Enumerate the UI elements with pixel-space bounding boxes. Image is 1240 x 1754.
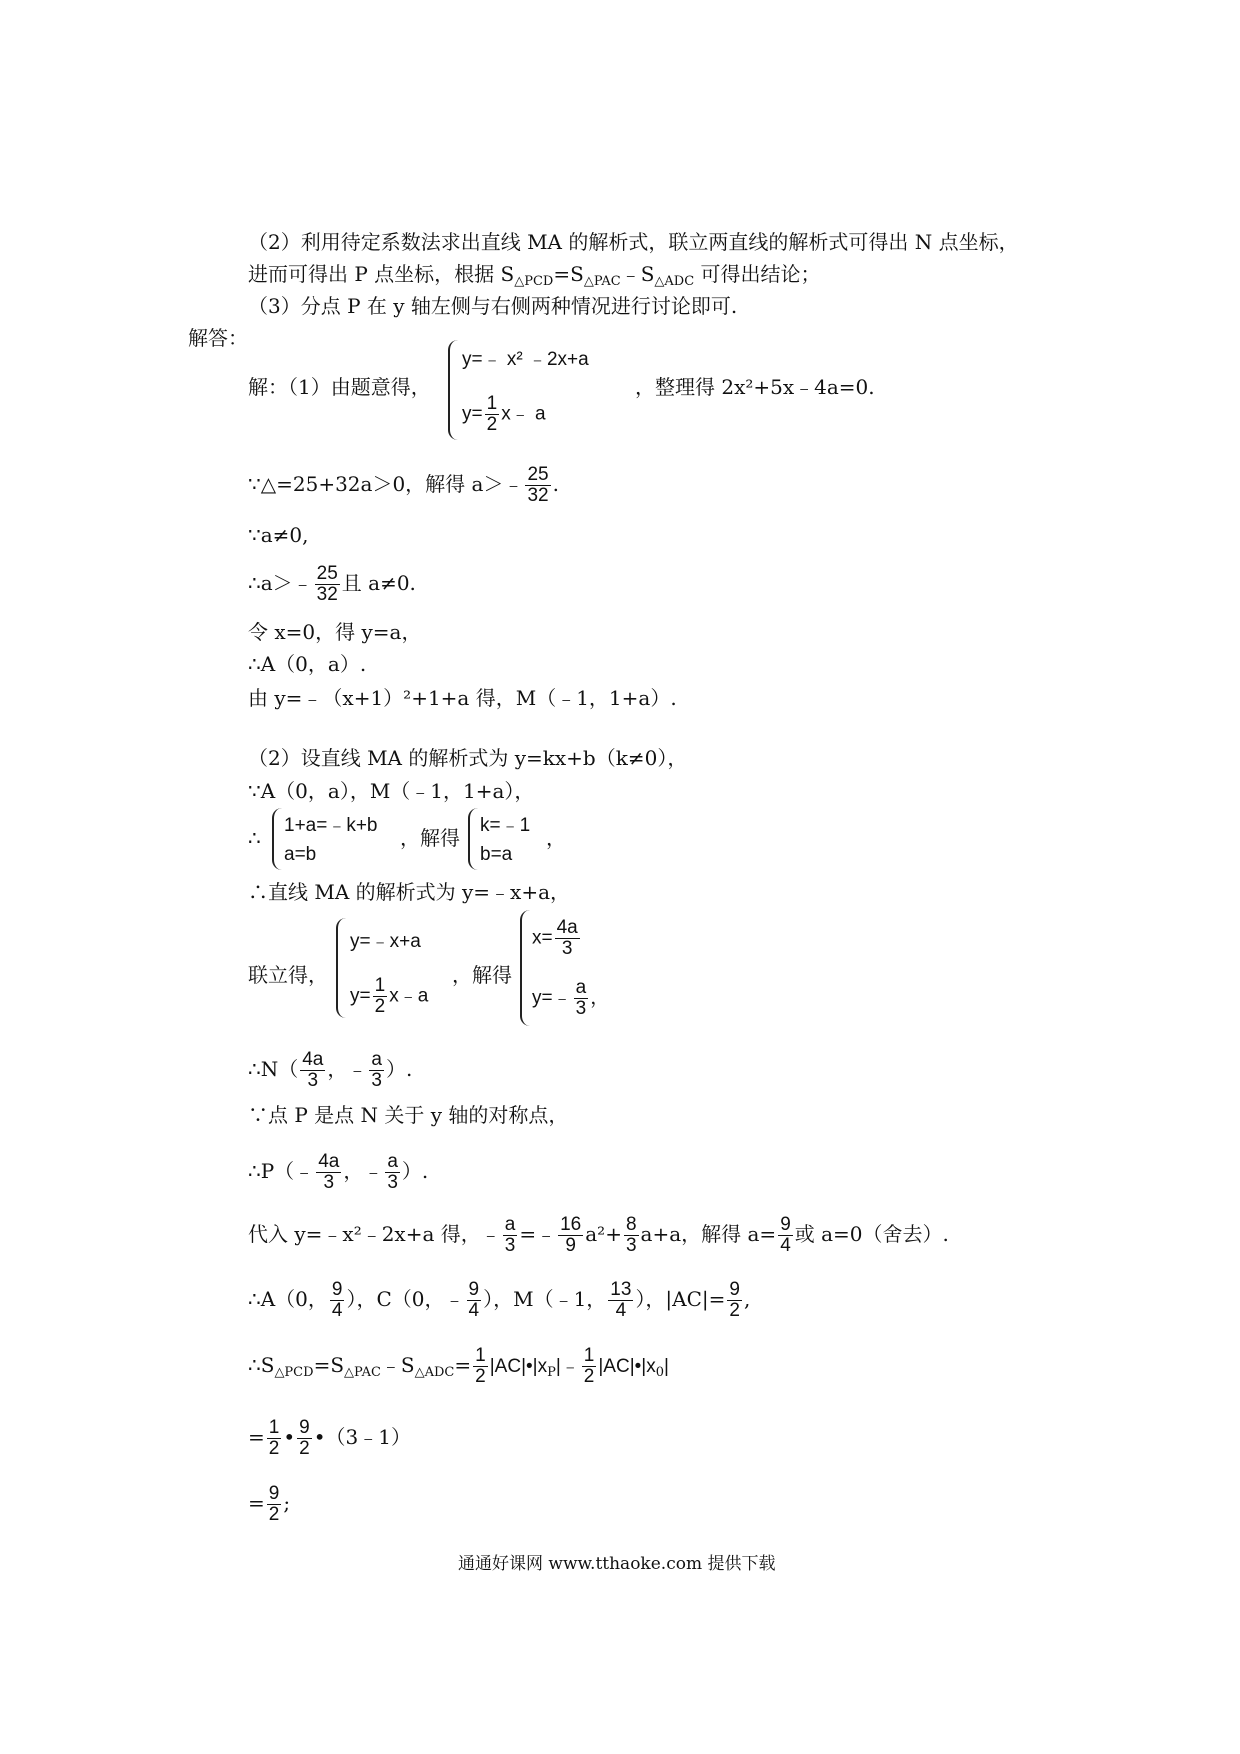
part1-result: ，整理得 2x²+5x﹣4a=0. [635,375,875,399]
text: |AC|•|x [489,1355,548,1377]
text: •（3﹣1） [313,1424,411,1449]
numerator: 4a [318,1151,340,1172]
denominator: 3 [575,997,587,1019]
denominator: 2 [268,1437,280,1459]
denominator: 3 [371,1069,382,1091]
text: =S [553,262,584,286]
text: ﹣S [620,262,655,286]
let-x0: 令 x=0，得 y=a， [248,620,422,644]
numerator: 9 [331,1279,343,1300]
subscript: △ADC [654,274,695,289]
numerator: a [504,1214,516,1235]
system-row: a=b [284,844,317,865]
system-row: y=﹣x+a [350,931,421,952]
text: 或 a=0（舍去）. [794,1221,949,1246]
subscript: 0 [655,1364,664,1380]
point-a: ∴A（0，a）. [248,652,367,676]
numerator: 1 [475,1345,486,1366]
part2-intro: （2）设直线 MA 的解析式为 y=kx+b（k≠0）， [248,746,688,770]
denominator: 2 [268,1503,280,1525]
denominator: 3 [625,1234,637,1256]
text: 代入 y=﹣x²﹣2x+a 得，﹣ [248,1221,501,1246]
text: =﹣ [519,1221,557,1246]
part1-intro: 解：（1）由题意得， [248,375,431,399]
text: |AC|•|x [598,1355,656,1377]
subscript: △PCD [514,274,554,289]
numerator: a [575,977,587,998]
text: • [283,1424,296,1449]
point-p [248,1152,428,1193]
denominator: 3 [387,1171,398,1193]
numerator: 9 [468,1279,480,1300]
analysis-line-3: （3）分点 P 在 y 轴左侧与右侧两种情况进行讨论即可. [248,294,738,318]
numerator: 1 [583,1345,595,1366]
text: ），M（﹣1， [483,1286,607,1311]
text: a²+ [585,1221,622,1246]
text: ，﹣ [327,1056,368,1081]
numerator: 13 [610,1279,632,1300]
text: = [248,1490,265,1515]
denominator: 3 [300,1070,325,1091]
denominator: 9 [558,1235,583,1256]
text: ），|AC|= [635,1286,726,1311]
system-row: b=a [480,844,513,865]
text: ; [283,1490,291,1515]
numerator: 9 [729,1279,740,1300]
text: ﹣S [380,1352,415,1377]
numerator: a [371,1049,382,1070]
numerator: 16 [560,1214,582,1235]
brace [336,918,348,1018]
subscript: △PAC [583,274,621,289]
numerator: 4a [302,1049,324,1070]
text: x﹣a [389,985,429,1007]
discriminant [248,465,559,506]
brace [448,340,460,440]
text: |﹣ [555,1355,580,1377]
text: ∴N（ [248,1056,299,1081]
vertex-m: 由 y=﹣（x+1）²+1+a 得，M（﹣1，1+a）. [248,686,677,710]
comma: ， [546,826,566,850]
denominator: 32 [316,583,338,605]
system-row: 1+a=﹣k+b [284,815,378,836]
points-values [248,1280,750,1321]
result [248,1484,290,1525]
numerator: 9 [780,1214,791,1235]
numerator: 8 [625,1214,637,1235]
system-row [350,976,428,1017]
numerator: a [387,1151,398,1172]
brace [520,910,532,1026]
denominator: 2 [299,1437,310,1459]
subscript: △PCD [274,1364,314,1380]
numerator: 4a [556,917,578,938]
denominator: 3 [504,1234,516,1256]
text: , [744,1286,751,1311]
numerator: 1 [486,393,498,414]
denominator: 2 [729,1299,740,1321]
system-row [462,394,546,435]
subscript: △PAC [344,1364,381,1380]
text: ∵△=25+32a＞0，解得 a＞﹣ [248,471,524,496]
text: ∴A（0， [248,1286,328,1311]
therefore: ∴ [248,826,261,850]
denominator: 3 [555,938,580,959]
text: . [552,471,559,496]
denominator: 2 [486,413,498,435]
subscript: △ADC [414,1364,455,1380]
calc-step [248,1418,411,1459]
text: ， [590,987,610,1009]
subscript: P [547,1364,556,1380]
text: x﹣ a [501,403,546,425]
text: x= [532,927,553,949]
text: 且 a≠0. [341,570,416,595]
numerator: 9 [299,1417,310,1438]
given-points: ∵A（0，a），M（﹣1，1+a）， [248,779,535,803]
substitution [248,1215,949,1256]
text: y= [462,403,483,425]
area-formula [248,1346,669,1387]
text: ，﹣ [343,1158,384,1183]
denominator: 2 [475,1365,486,1387]
a-nonzero: ∵a≠0, [248,523,309,547]
denominator: 32 [527,484,549,506]
text: ），C（0，﹣ [346,1286,465,1311]
numerator: 1 [374,975,386,996]
system-row: y=﹣ x² ﹣2x+a [462,349,589,370]
text: ）. [385,1056,413,1081]
text: y= [350,985,371,1007]
numerator: 9 [268,1483,280,1504]
text: 进而可得出 P 点坐标，根据 S [248,262,515,286]
line-ma: ∴直线 MA 的解析式为 y=﹣x+a， [248,880,571,904]
numerator: 25 [527,464,549,485]
system-row [532,918,582,959]
analysis-line-2b [248,262,821,294]
system-row [532,978,609,1019]
denominator: 4 [608,1300,633,1321]
text: ）. [401,1158,429,1183]
denominator: 4 [780,1234,791,1256]
answer-label: 解答： [188,326,248,350]
text: = [248,1424,265,1449]
footer: 通通好课网 www.tthaoke.com 提供下载 [458,1554,776,1574]
denominator: 4 [331,1299,343,1321]
solve-label: ，解得 [400,826,460,850]
denominator: 2 [583,1365,595,1387]
point-n [248,1050,412,1091]
numerator: 1 [268,1417,280,1438]
numerator: 25 [316,563,338,584]
analysis-line-2: （2）利用待定系数法求出直线 MA 的解析式，联立两直线的解析式可得出 N 点坐标， [248,230,1019,254]
text: y=﹣ [532,987,572,1009]
a-conclusion [248,564,416,605]
denominator: 4 [468,1299,480,1321]
text: 可得出结论； [694,262,821,286]
denominator: 3 [316,1172,341,1193]
symmetry: ∵点 P 是点 N 关于 y 轴的对称点， [248,1103,569,1127]
text: ∴a＞﹣ [248,570,313,595]
brace [468,808,478,870]
system-row: k=﹣1 [480,815,531,836]
joint-label: 联立得， [248,963,328,987]
text: a+a，解得 a= [640,1221,777,1246]
text: = [454,1352,472,1377]
denominator: 2 [374,995,386,1017]
solve-label-2: ，解得 [452,963,512,987]
text: =S [313,1352,345,1377]
text: ∴P（﹣ [248,1158,315,1183]
brace [272,808,282,870]
text: ∴S [248,1352,275,1377]
text: | [664,1355,669,1377]
